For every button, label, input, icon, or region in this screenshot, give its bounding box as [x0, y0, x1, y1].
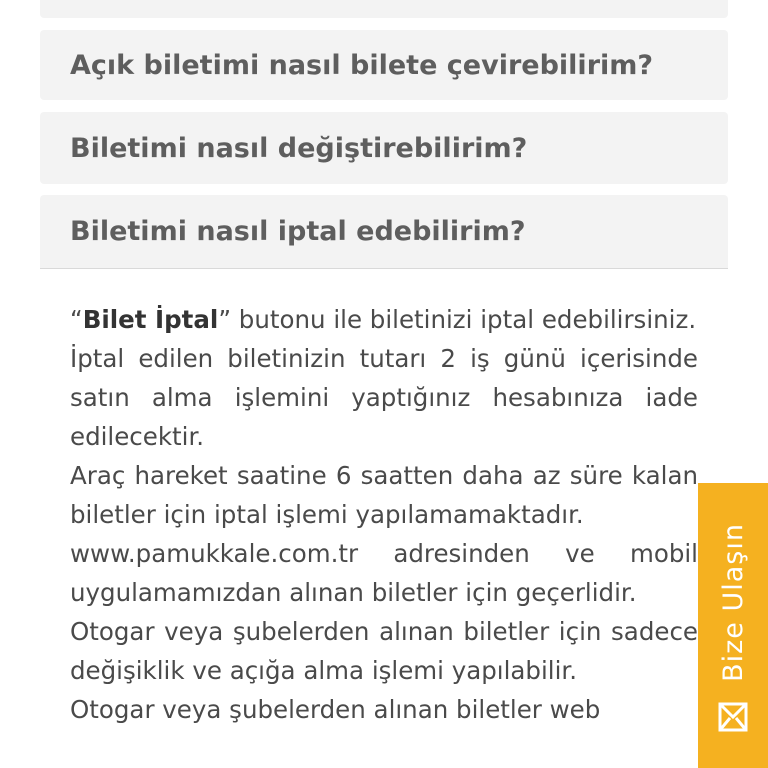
- answer-paragraph: Otogar veya şubelerden alınan biletler web: [70, 695, 601, 724]
- answer-paragraph: [70, 300, 698, 339]
- faq-item-partial[interactable]: [40, 0, 728, 18]
- faq-question: Biletimi nasıl iptal edebilirim?: [70, 216, 526, 247]
- contact-us-label: Bize Ulaşın: [717, 523, 749, 682]
- faq-item-cancel-ticket[interactable]: [40, 195, 728, 268]
- answer-text: ” butonu ile biletinizi iptal edebilirsiniz.: [218, 305, 697, 334]
- faq-item-open-ticket[interactable]: [40, 30, 728, 100]
- faq-item-change-ticket[interactable]: [40, 112, 728, 184]
- faq-question: Biletimi nasıl değiştirebilirim?: [70, 132, 528, 164]
- mail-icon: [718, 700, 748, 738]
- quote-open: “: [70, 305, 83, 334]
- answer-paragraph: İptal edilen biletinizin tutarı 2 iş günü içerisinde satın alma işlemini yaptığınız hesabınıza iade edilecektir.: [70, 344, 698, 451]
- answer-paragraph: Otogar veya şubelerden alınan biletler için sadece değişiklik ve açığa alma işlemi yapılabilir.: [70, 617, 698, 685]
- bilet-iptal-label: Bilet İptal: [82, 305, 219, 334]
- contact-us-tab[interactable]: [698, 483, 768, 768]
- answer-paragraph: Araç hareket saatine 6 saatten daha az süre kalan biletler için iptal işlemi yapılamamaktadır.: [70, 461, 698, 529]
- answer-paragraph: www.pamukkale.com.tr adresinden ve mobil uygulamamızdan alınan biletler için geçerlidir.: [70, 539, 698, 607]
- faq-divider: [40, 268, 728, 269]
- faq-question: Açık biletimi nasıl bilete çevirebilirim?: [70, 49, 654, 81]
- faq-answer: [70, 300, 698, 729]
